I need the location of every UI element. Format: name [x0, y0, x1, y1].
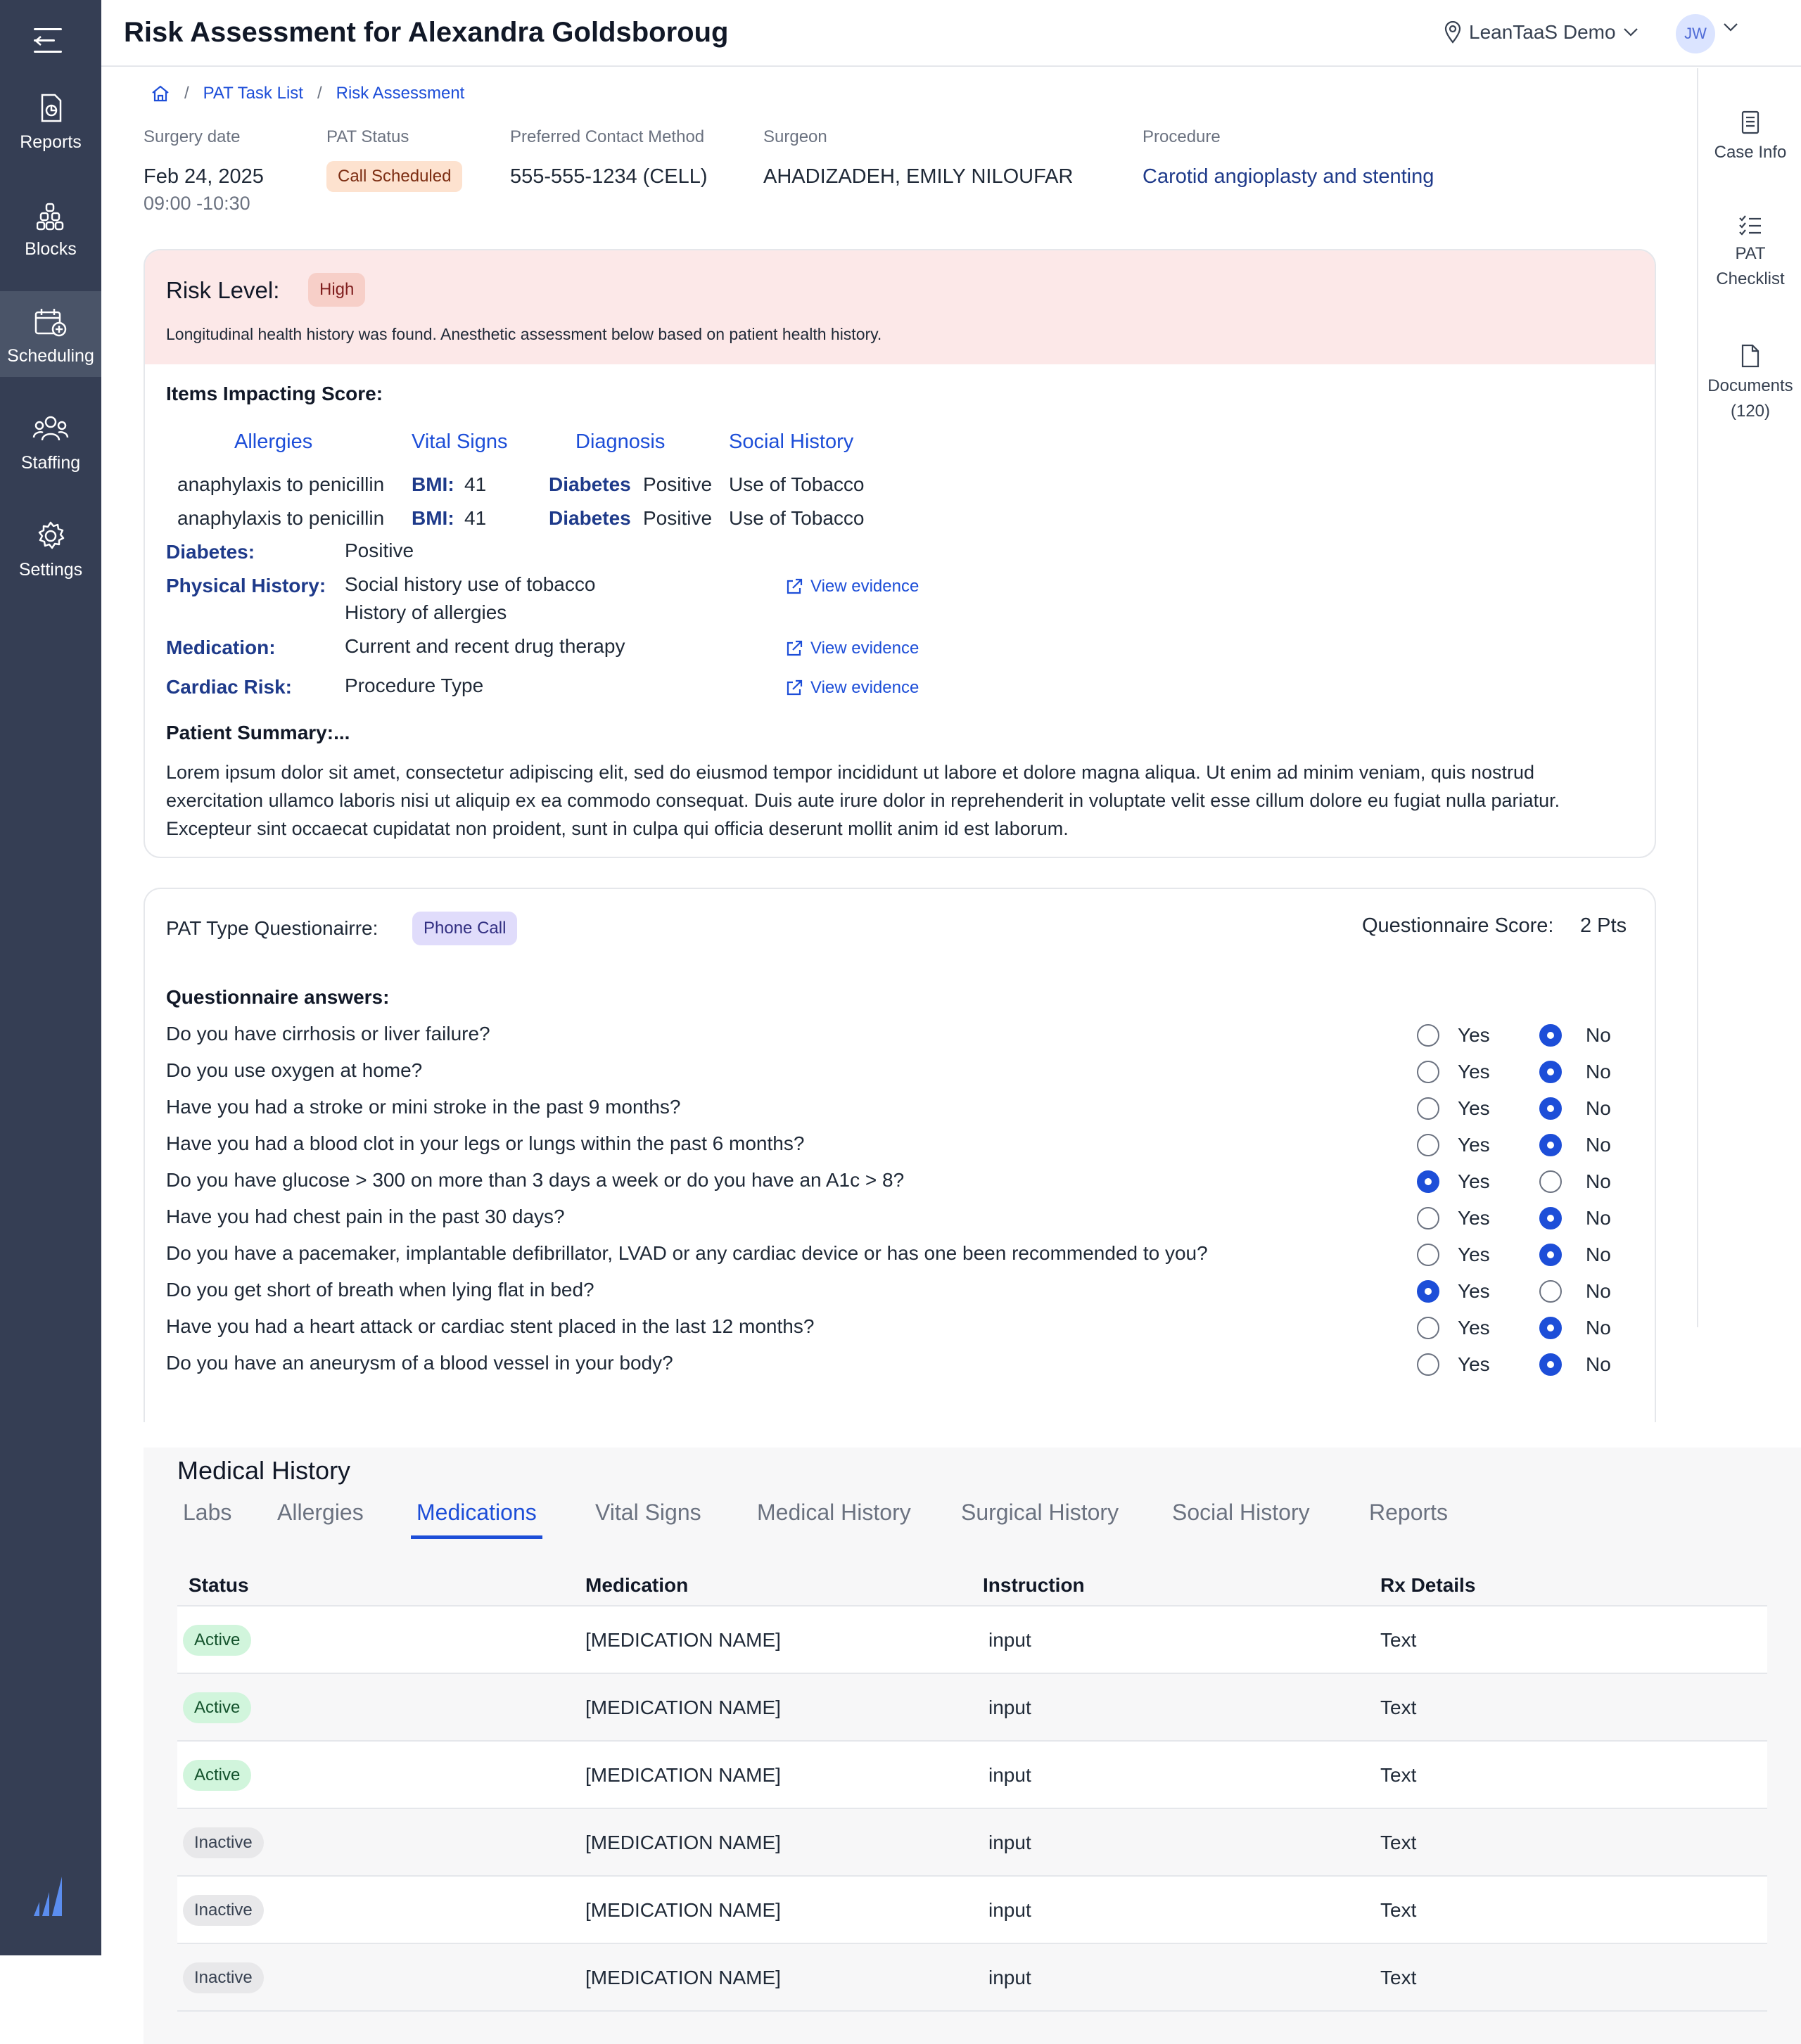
table-row[interactable]: [177, 1742, 1767, 1809]
breadcrumb-separator: /: [184, 84, 189, 103]
patient-summary-title: Patient Summary:...: [166, 722, 350, 743]
pat-status-field: [326, 127, 462, 192]
question-text: Do you have a pacemaker, implantable defibrillator, LVAD or any cardiac device or has one been recommended to you?: [166, 1242, 1208, 1264]
table-row[interactable]: [177, 1944, 1767, 2012]
yes-label: Yes: [1458, 1244, 1490, 1265]
external-link-icon: [785, 577, 803, 596]
risk-card: [144, 249, 1656, 858]
no-label: No: [1586, 1207, 1611, 1229]
risk-level-badge: High: [308, 273, 365, 307]
breadcrumb-risk-assessment[interactable]: Risk Assessment: [336, 84, 465, 103]
status-badge: Active: [183, 1760, 251, 1791]
menu-icon[interactable]: [34, 28, 65, 53]
no-radio[interactable]: [1539, 1061, 1562, 1083]
case-info-icon: [1741, 110, 1759, 134]
nav-item-blocks[interactable]: [0, 184, 101, 269]
medication-cell: [MEDICATION NAME]: [585, 1697, 781, 1718]
rail-label: Documents: [1707, 376, 1793, 395]
instruction-cell: input: [988, 1697, 1031, 1718]
view-evidence-link[interactable]: [785, 678, 919, 698]
no-label: No: [1586, 1024, 1611, 1046]
yes-label: Yes: [1458, 1024, 1490, 1046]
diabetes-label: Diabetes:: [166, 541, 255, 563]
questionnaire-score-label: Questionnaire Score:: [1362, 914, 1554, 937]
medical-history-panel: [144, 1448, 1801, 2044]
no-label: No: [1586, 1134, 1611, 1156]
rx-details-cell: Text: [1380, 1832, 1417, 1853]
yes-radio[interactable]: [1417, 1207, 1439, 1229]
field-label: Surgeon: [763, 127, 827, 146]
yes-radio[interactable]: [1417, 1061, 1439, 1083]
view-evidence-link[interactable]: [785, 639, 919, 658]
no-radio[interactable]: [1539, 1170, 1562, 1193]
yes-radio[interactable]: [1417, 1244, 1439, 1266]
view-evidence-link[interactable]: [785, 577, 919, 596]
no-radio[interactable]: [1539, 1207, 1562, 1229]
tab-medications[interactable]: Medications: [411, 1500, 542, 1539]
diagnosis-key: Diabetes: [549, 473, 631, 495]
medical-history-title: Medical History: [177, 1456, 351, 1485]
avatar[interactable]: JW: [1676, 14, 1715, 53]
view-evidence-label: View evidence: [810, 577, 919, 596]
nav-item-scheduling[interactable]: [0, 291, 101, 377]
physical-history-label: Physical History:: [166, 575, 326, 596]
physical-history-value-2: History of allergies: [345, 601, 507, 623]
procedure-field: [1143, 127, 1434, 189]
table-row[interactable]: [177, 1877, 1767, 1944]
nav-item-settings[interactable]: [0, 505, 101, 589]
rail-label: Checklist: [1716, 269, 1785, 288]
no-label: No: [1586, 1280, 1611, 1302]
column-header-diagnosis[interactable]: Diagnosis: [575, 430, 666, 453]
rail-documents[interactable]: [1698, 344, 1801, 424]
no-label: No: [1586, 1317, 1611, 1339]
questionnaire-answers-title: Questionnaire answers:: [166, 986, 390, 1008]
surgery-time: 09:00 -10:30: [144, 193, 250, 214]
table-header: [177, 1561, 1767, 1607]
status-badge: Active: [183, 1692, 251, 1723]
status-badge: Call Scheduled: [326, 161, 462, 192]
instruction-cell: input: [988, 1899, 1031, 1921]
medication-cell: [MEDICATION NAME]: [585, 1967, 781, 1988]
rx-details-cell: Text: [1380, 1764, 1417, 1786]
yes-label: Yes: [1458, 1097, 1490, 1119]
nav-label: Scheduling: [7, 346, 94, 366]
cardiac-risk-value: Procedure Type: [345, 675, 484, 696]
question-text: Do you get short of breath when lying flat in bed?: [166, 1279, 594, 1301]
tab-reports[interactable]: Reports: [1369, 1500, 1449, 1525]
instruction-cell: input: [988, 1629, 1031, 1651]
column-header-vital-signs[interactable]: Vital Signs: [412, 430, 508, 453]
side-nav: [0, 0, 101, 1955]
chevron-down-icon[interactable]: [1723, 23, 1738, 32]
leantaas-logo: [32, 1872, 69, 1917]
rail-pat-checklist[interactable]: [1698, 215, 1801, 292]
status-badge: Inactive: [183, 1827, 264, 1858]
nav-label: Blocks: [25, 239, 77, 259]
no-radio[interactable]: [1539, 1024, 1562, 1047]
social-value: Use of Tobacco: [729, 473, 865, 495]
rx-details-cell: Text: [1380, 1697, 1417, 1718]
column-header[interactable]: Status: [189, 1574, 249, 1596]
nav-label: Settings: [18, 560, 83, 580]
column-header[interactable]: Medication: [585, 1574, 689, 1596]
question-row: [145, 1089, 1655, 1125]
field-label: Surgery date: [144, 127, 241, 146]
status-badge: Inactive: [183, 1895, 264, 1926]
tab-surgical-history[interactable]: Surgical History: [961, 1500, 1119, 1525]
risk-header: [145, 250, 1655, 364]
question-text: Do you have glucose > 300 on more than 3 days a week or do you have an A1c > 8?: [166, 1169, 905, 1191]
diagnosis-value: Positive: [643, 473, 713, 495]
yes-label: Yes: [1458, 1207, 1490, 1229]
procedure-link[interactable]: Carotid angioplasty and stenting: [1143, 165, 1434, 188]
yes-label: Yes: [1458, 1134, 1490, 1156]
no-label: No: [1586, 1061, 1611, 1082]
medication-cell: [MEDICATION NAME]: [585, 1629, 781, 1651]
org-name: LeanTaaS Demo: [1469, 21, 1616, 43]
column-header[interactable]: Rx Details: [1380, 1574, 1476, 1596]
column-header[interactable]: Instruction: [983, 1574, 1085, 1596]
field-label: PAT Status: [326, 127, 409, 146]
tab-labs[interactable]: Labs: [183, 1500, 232, 1525]
question-row: [145, 1345, 1655, 1381]
no-radio[interactable]: [1539, 1317, 1562, 1339]
no-radio[interactable]: [1539, 1134, 1562, 1156]
no-radio[interactable]: [1539, 1353, 1562, 1376]
questionnaire-score-value: 2 Pts: [1580, 914, 1627, 937]
no-radio[interactable]: [1539, 1280, 1562, 1303]
patient-bar: [101, 68, 1697, 236]
vital-key: BMI:: [412, 507, 454, 529]
surgery-date-field: [144, 127, 264, 215]
no-label: No: [1586, 1097, 1611, 1119]
nav-item-staffing[interactable]: [0, 398, 101, 483]
blocks-icon: [37, 200, 65, 231]
tab-vital-signs[interactable]: Vital Signs: [595, 1500, 701, 1525]
breadcrumb-pat-task-list[interactable]: PAT Task List: [203, 84, 303, 103]
diabetes-value: Positive: [345, 539, 414, 561]
vital-value: 41: [464, 473, 487, 495]
allergy-value: anaphylaxis to penicillin: [177, 473, 385, 495]
nav-item-reports[interactable]: [0, 77, 101, 162]
vital-key: BMI:: [412, 473, 454, 495]
right-rail: [1697, 68, 1801, 1327]
nav-label: Reports: [20, 132, 82, 152]
column-header-allergies[interactable]: Allergies: [234, 430, 313, 453]
question-row: [145, 1272, 1655, 1308]
questionnaire-card: [144, 888, 1656, 1422]
view-evidence-label: View evidence: [810, 639, 919, 658]
document-icon: [1741, 344, 1759, 368]
question-row: [145, 1052, 1655, 1089]
question-row: [145, 1235, 1655, 1272]
yes-radio[interactable]: [1417, 1134, 1439, 1156]
table-row[interactable]: [177, 1809, 1767, 1877]
yes-label: Yes: [1458, 1061, 1490, 1082]
diagnosis-value: Positive: [643, 507, 713, 529]
yes-radio[interactable]: [1417, 1097, 1439, 1120]
social-value: Use of Tobacco: [729, 507, 865, 529]
question-text: Have you had a blood clot in your legs or lungs within the past 6 months?: [166, 1132, 805, 1154]
status-badge: Inactive: [183, 1962, 264, 1993]
staffing-icon: [32, 414, 69, 445]
no-radio[interactable]: [1539, 1097, 1562, 1120]
breadcrumb: [151, 84, 464, 103]
no-label: No: [1586, 1170, 1611, 1192]
table-row[interactable]: [177, 1607, 1767, 1674]
rx-details-cell: Text: [1380, 1629, 1417, 1651]
vital-value: 41: [464, 507, 487, 529]
column-header-social-history[interactable]: Social History: [729, 430, 854, 453]
no-label: No: [1586, 1244, 1611, 1265]
view-evidence-label: View evidence: [810, 678, 919, 697]
home-icon[interactable]: [151, 84, 170, 103]
rx-details-cell: Text: [1380, 1967, 1417, 1988]
settings-icon: [35, 520, 66, 551]
yes-label: Yes: [1458, 1280, 1490, 1302]
physical-history-value-1: Social history use of tobacco: [345, 573, 596, 595]
yes-radio[interactable]: [1417, 1353, 1439, 1376]
surgeon-value: AHADIZADEH, EMILY NILOUFAR: [763, 165, 1074, 188]
external-link-icon: [785, 639, 803, 658]
question-row: [145, 1308, 1655, 1345]
question-row: [145, 1162, 1655, 1199]
yes-radio[interactable]: [1417, 1317, 1439, 1339]
question-text: Have you had chest pain in the past 30 days?: [166, 1206, 565, 1227]
pat-type-badge: Phone Call: [412, 912, 517, 945]
no-label: No: [1586, 1353, 1611, 1375]
tab-allergies[interactable]: Allergies: [277, 1500, 364, 1525]
contact-value: 555-555-1234 (CELL): [510, 165, 708, 188]
contact-field: [510, 127, 708, 189]
reports-icon: [37, 93, 65, 124]
risk-level-label: Risk Level:: [166, 277, 280, 303]
cardiac-risk-label: Cardiac Risk:: [166, 676, 292, 698]
instruction-cell: input: [988, 1967, 1031, 1988]
medication-cell: [MEDICATION NAME]: [585, 1764, 781, 1786]
items-impacting-title: Items Impacting Score:: [166, 383, 383, 404]
org-selector[interactable]: [1444, 21, 1638, 44]
rx-details-cell: Text: [1380, 1899, 1417, 1921]
medication-value: Current and recent drug therapy: [345, 635, 625, 657]
checklist-icon: [1738, 215, 1762, 236]
medication-label: Medication:: [166, 637, 276, 658]
risk-description: Longitudinal health history was found. Anesthetic assessment below based on patient health history.: [166, 325, 882, 343]
chevron-down-icon: [1623, 27, 1638, 37]
medication-cell: [MEDICATION NAME]: [585, 1832, 781, 1853]
diagnosis-key: Diabetes: [549, 507, 631, 529]
yes-label: Yes: [1458, 1353, 1490, 1375]
rail-case-info[interactable]: [1698, 110, 1801, 165]
status-badge: Active: [183, 1625, 251, 1656]
scheduling-icon: [34, 307, 68, 338]
rail-label: (120): [1730, 402, 1771, 421]
question-row: [145, 1125, 1655, 1162]
breadcrumb-separator: /: [317, 84, 322, 103]
field-label: Preferred Contact Method: [510, 127, 705, 146]
question-row: [145, 1199, 1655, 1235]
no-radio[interactable]: [1539, 1244, 1562, 1266]
field-label: Procedure: [1143, 127, 1221, 146]
yes-radio[interactable]: [1417, 1024, 1439, 1047]
external-link-icon: [785, 679, 803, 697]
allergy-value: anaphylaxis to penicillin: [177, 507, 385, 529]
question-text: Do you have an aneurysm of a blood vessel in your body?: [166, 1352, 673, 1374]
surgery-date: Feb 24, 2025: [144, 165, 264, 188]
table-row[interactable]: [177, 1674, 1767, 1742]
yes-label: Yes: [1458, 1170, 1490, 1192]
yes-radio[interactable]: [1417, 1280, 1439, 1303]
location-pin-icon: [1444, 21, 1462, 44]
nav-label: Staffing: [20, 453, 81, 473]
question-text: Do you have cirrhosis or liver failure?: [166, 1023, 490, 1045]
page-title: Risk Assessment for Alexandra Goldsboroug: [124, 17, 729, 48]
tab-medical-history[interactable]: Medical History: [757, 1500, 911, 1525]
patient-summary-text: Lorem ipsum dolor sit amet, consectetur adipiscing elit, sed do eiusmod tempor incididunt ut labore et dolore magna aliqua. Ut enim ad minim veniam, quis nostrud exercitation ullamco laboris nisi ut aliquip ex ea commodo consequat. Duis aute irure dolor in reprehenderit in voluptate velit esse cillum dolore eu fugiat nulla pariatur. Excepteur sint occaecat cupidatat non proident, sunt in culpa qui officia deserunt mollit anim id est laborum.: [166, 762, 1560, 839]
instruction-cell: input: [988, 1764, 1031, 1786]
question-text: Do you use oxygen at home?: [166, 1059, 423, 1081]
instruction-cell: input: [988, 1832, 1031, 1853]
question-text: Have you had a heart attack or cardiac stent placed in the last 12 months?: [166, 1315, 815, 1337]
tab-social-history[interactable]: Social History: [1172, 1500, 1310, 1525]
question-text: Have you had a stroke or mini stroke in the past 9 months?: [166, 1096, 681, 1118]
pat-type-label: PAT Type Questionairre:: [166, 917, 378, 939]
yes-radio[interactable]: [1417, 1170, 1439, 1193]
rail-label: Case Info: [1714, 143, 1787, 162]
surgeon-field: [763, 127, 1073, 189]
top-header: [101, 0, 1801, 67]
question-row: [145, 1016, 1655, 1052]
medication-cell: [MEDICATION NAME]: [585, 1899, 781, 1921]
rail-label: PAT: [1735, 244, 1766, 263]
yes-label: Yes: [1458, 1317, 1490, 1339]
